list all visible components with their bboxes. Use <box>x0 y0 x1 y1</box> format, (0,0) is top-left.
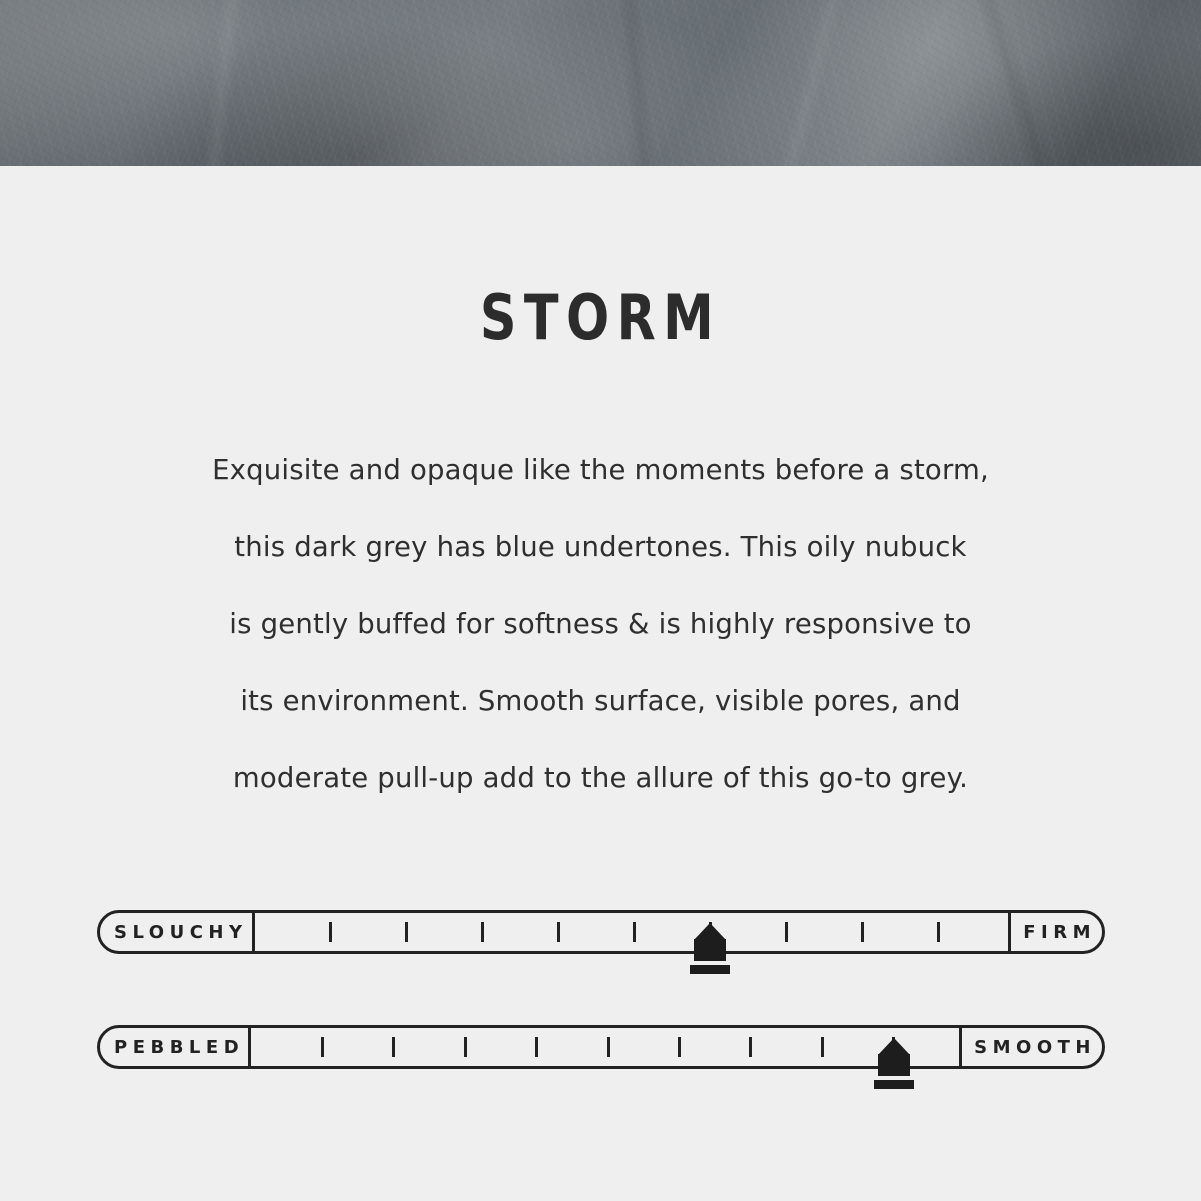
scale-texture-left-label: PEBBLED <box>100 1028 251 1066</box>
scale-texture-right-label: SMOOTH <box>959 1028 1102 1066</box>
scale-firmness-ticks <box>255 913 1015 951</box>
scale-tick <box>481 922 484 942</box>
scale-texture-ticks <box>251 1028 965 1066</box>
scale-tick <box>937 922 940 942</box>
scale-tick <box>821 1037 824 1057</box>
marker-arrow-icon <box>694 923 726 940</box>
scale-tick <box>321 1037 324 1057</box>
marker-arrow-icon <box>878 1038 910 1055</box>
scale-tick <box>633 922 636 942</box>
scale-tick <box>329 922 332 942</box>
scale-tick <box>535 1037 538 1057</box>
scale-firmness-left-label: SLOUCHY <box>100 913 255 951</box>
scale-tick <box>678 1037 681 1057</box>
scale-firmness[interactable] <box>97 910 1105 954</box>
description-line: Exquisite and opaque like the moments before a storm, <box>212 454 989 486</box>
description-line: its environment. Smooth surface, visible pores, and <box>240 685 961 717</box>
marker-foot <box>690 965 730 974</box>
leather-swatch-image <box>0 0 1201 166</box>
scale-firmness-right-label: FIRM <box>1008 913 1102 951</box>
scale-tick <box>749 1037 752 1057</box>
scale-texture[interactable] <box>97 1025 1105 1069</box>
scale-firmness-marker[interactable] <box>690 923 730 979</box>
description-line: this dark grey has blue undertones. This oily nubuck <box>234 531 967 563</box>
scale-tick <box>464 1037 467 1057</box>
swatch-vignette <box>0 0 1201 166</box>
description-line: is gently buffed for softness & is highly responsive to <box>229 608 972 640</box>
description-text <box>160 432 1041 817</box>
description-line: moderate pull-up add to the allure of this go-to grey. <box>232 762 969 794</box>
marker-body <box>694 939 726 961</box>
scale-tick <box>861 922 864 942</box>
scale-tick <box>392 1037 395 1057</box>
scale-tick <box>405 922 408 942</box>
marker-body <box>878 1054 910 1076</box>
scale-tick <box>557 922 560 942</box>
scale-tick <box>785 922 788 942</box>
marker-foot <box>874 1080 914 1089</box>
page-title: STORM <box>479 281 722 354</box>
scale-texture-marker[interactable] <box>874 1038 914 1094</box>
scale-tick <box>607 1037 610 1057</box>
